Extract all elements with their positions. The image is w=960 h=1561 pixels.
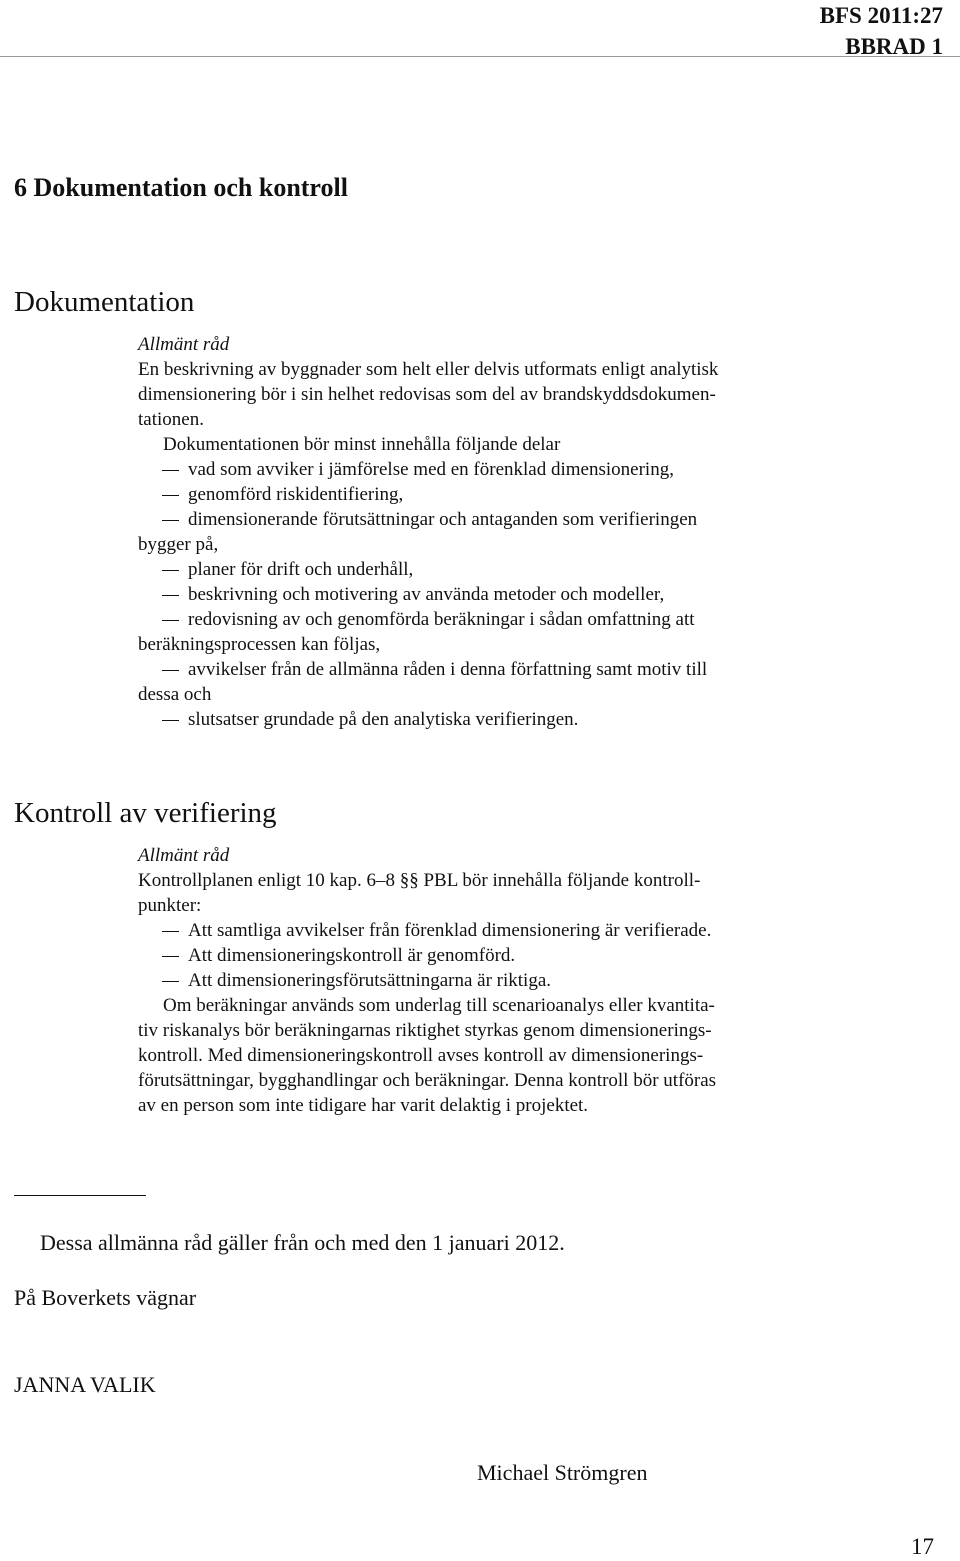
paragraph-line: av en person som inte tidigare har varit delaktig i projektet. <box>138 1095 589 1116</box>
publication-code: BFS 2011:27 <box>819 3 943 28</box>
list-intro: Dokumentationen bör minst innehålla följande delar <box>163 434 561 455</box>
advice-text-line: dimensionering bör i sin helhet redovisas som del av brandskyddsdokumen- <box>138 384 716 405</box>
list-item: redovisning av och genomförda beräkningar i sådan omfattning att <box>138 607 718 632</box>
regulation-code: BBRAD 1 <box>845 34 943 59</box>
section2-advice-block <box>138 843 716 1118</box>
list-item: avvikelser från de allmänna råden i denna författning samt motiv till <box>138 657 718 682</box>
list-item: planer för drift och underhåll, <box>138 557 718 582</box>
advice-text-line: Kontrollplanen enligt 10 kap. 6–8 §§ PBL bör innehålla följande kontroll- <box>138 870 701 891</box>
paragraph-line: förutsättningar, bygghandlingar och beräkningar. Denna kontroll bör utföras <box>138 1070 717 1091</box>
co-signatory-name: Michael Strömgren <box>477 1460 648 1485</box>
advice-text-line: tationen. <box>138 409 204 430</box>
paragraph-line: Om beräkningar används som underlag till scenarioanalys eller kvantita- <box>163 995 715 1016</box>
validity-statement: Dessa allmänna råd gäller från och med den 1 januari 2012. <box>40 1230 565 1255</box>
checkpoint-item: Att samtliga avvikelser från förenklad dimensionering är verifierade. <box>138 918 716 943</box>
list-item: dimensionerande förutsättningar och antaganden som verifieringen <box>138 507 718 532</box>
list-item-continuation: dessa och <box>138 684 212 705</box>
list-item: vad som avviker i jämförelse med en förenklad dimensionering, <box>138 457 718 482</box>
on-behalf-text: På Boverkets vägnar <box>14 1285 197 1310</box>
footnote-divider <box>14 1195 146 1196</box>
advice-text-line: En beskrivning av byggnader som helt eller delvis utformats enligt analytisk <box>138 359 719 380</box>
signatory-name: JANNA VALIK <box>14 1372 156 1397</box>
list-item-continuation: bygger på, <box>138 534 219 555</box>
list-item: beskrivning och motivering av använda metoder och modeller, <box>138 582 718 607</box>
section-heading-dokumentation: Dokumentation <box>14 286 195 318</box>
list-item: slutsatser grundade på den analytiska verifieringen. <box>138 707 718 732</box>
chapter-title: 6 Dokumentation och kontroll <box>14 173 348 202</box>
page-number: 17 <box>911 1534 934 1559</box>
advice-label: Allmänt råd <box>138 334 230 355</box>
paragraph-line: tiv riskanalys bör beräkningarnas riktighet styrkas genom dimensionerings- <box>138 1020 712 1041</box>
header-divider <box>0 56 960 57</box>
list-item-continuation: beräkningsprocessen kan följas, <box>138 634 381 655</box>
list-item: genomförd riskidentifiering, <box>138 482 718 507</box>
section-heading-kontroll: Kontroll av verifiering <box>14 797 277 829</box>
advice-text-line: punkter: <box>138 895 202 916</box>
checkpoint-item: Att dimensioneringskontroll är genomförd. <box>138 943 716 968</box>
checkpoint-item: Att dimensioneringsförutsättningarna är riktiga. <box>138 968 716 993</box>
document-header <box>820 0 943 62</box>
paragraph-line: kontroll. Med dimensioneringskontroll avses kontroll av dimensionerings- <box>138 1045 704 1066</box>
section1-advice-block <box>138 332 718 732</box>
advice-label: Allmänt råd <box>138 845 230 866</box>
